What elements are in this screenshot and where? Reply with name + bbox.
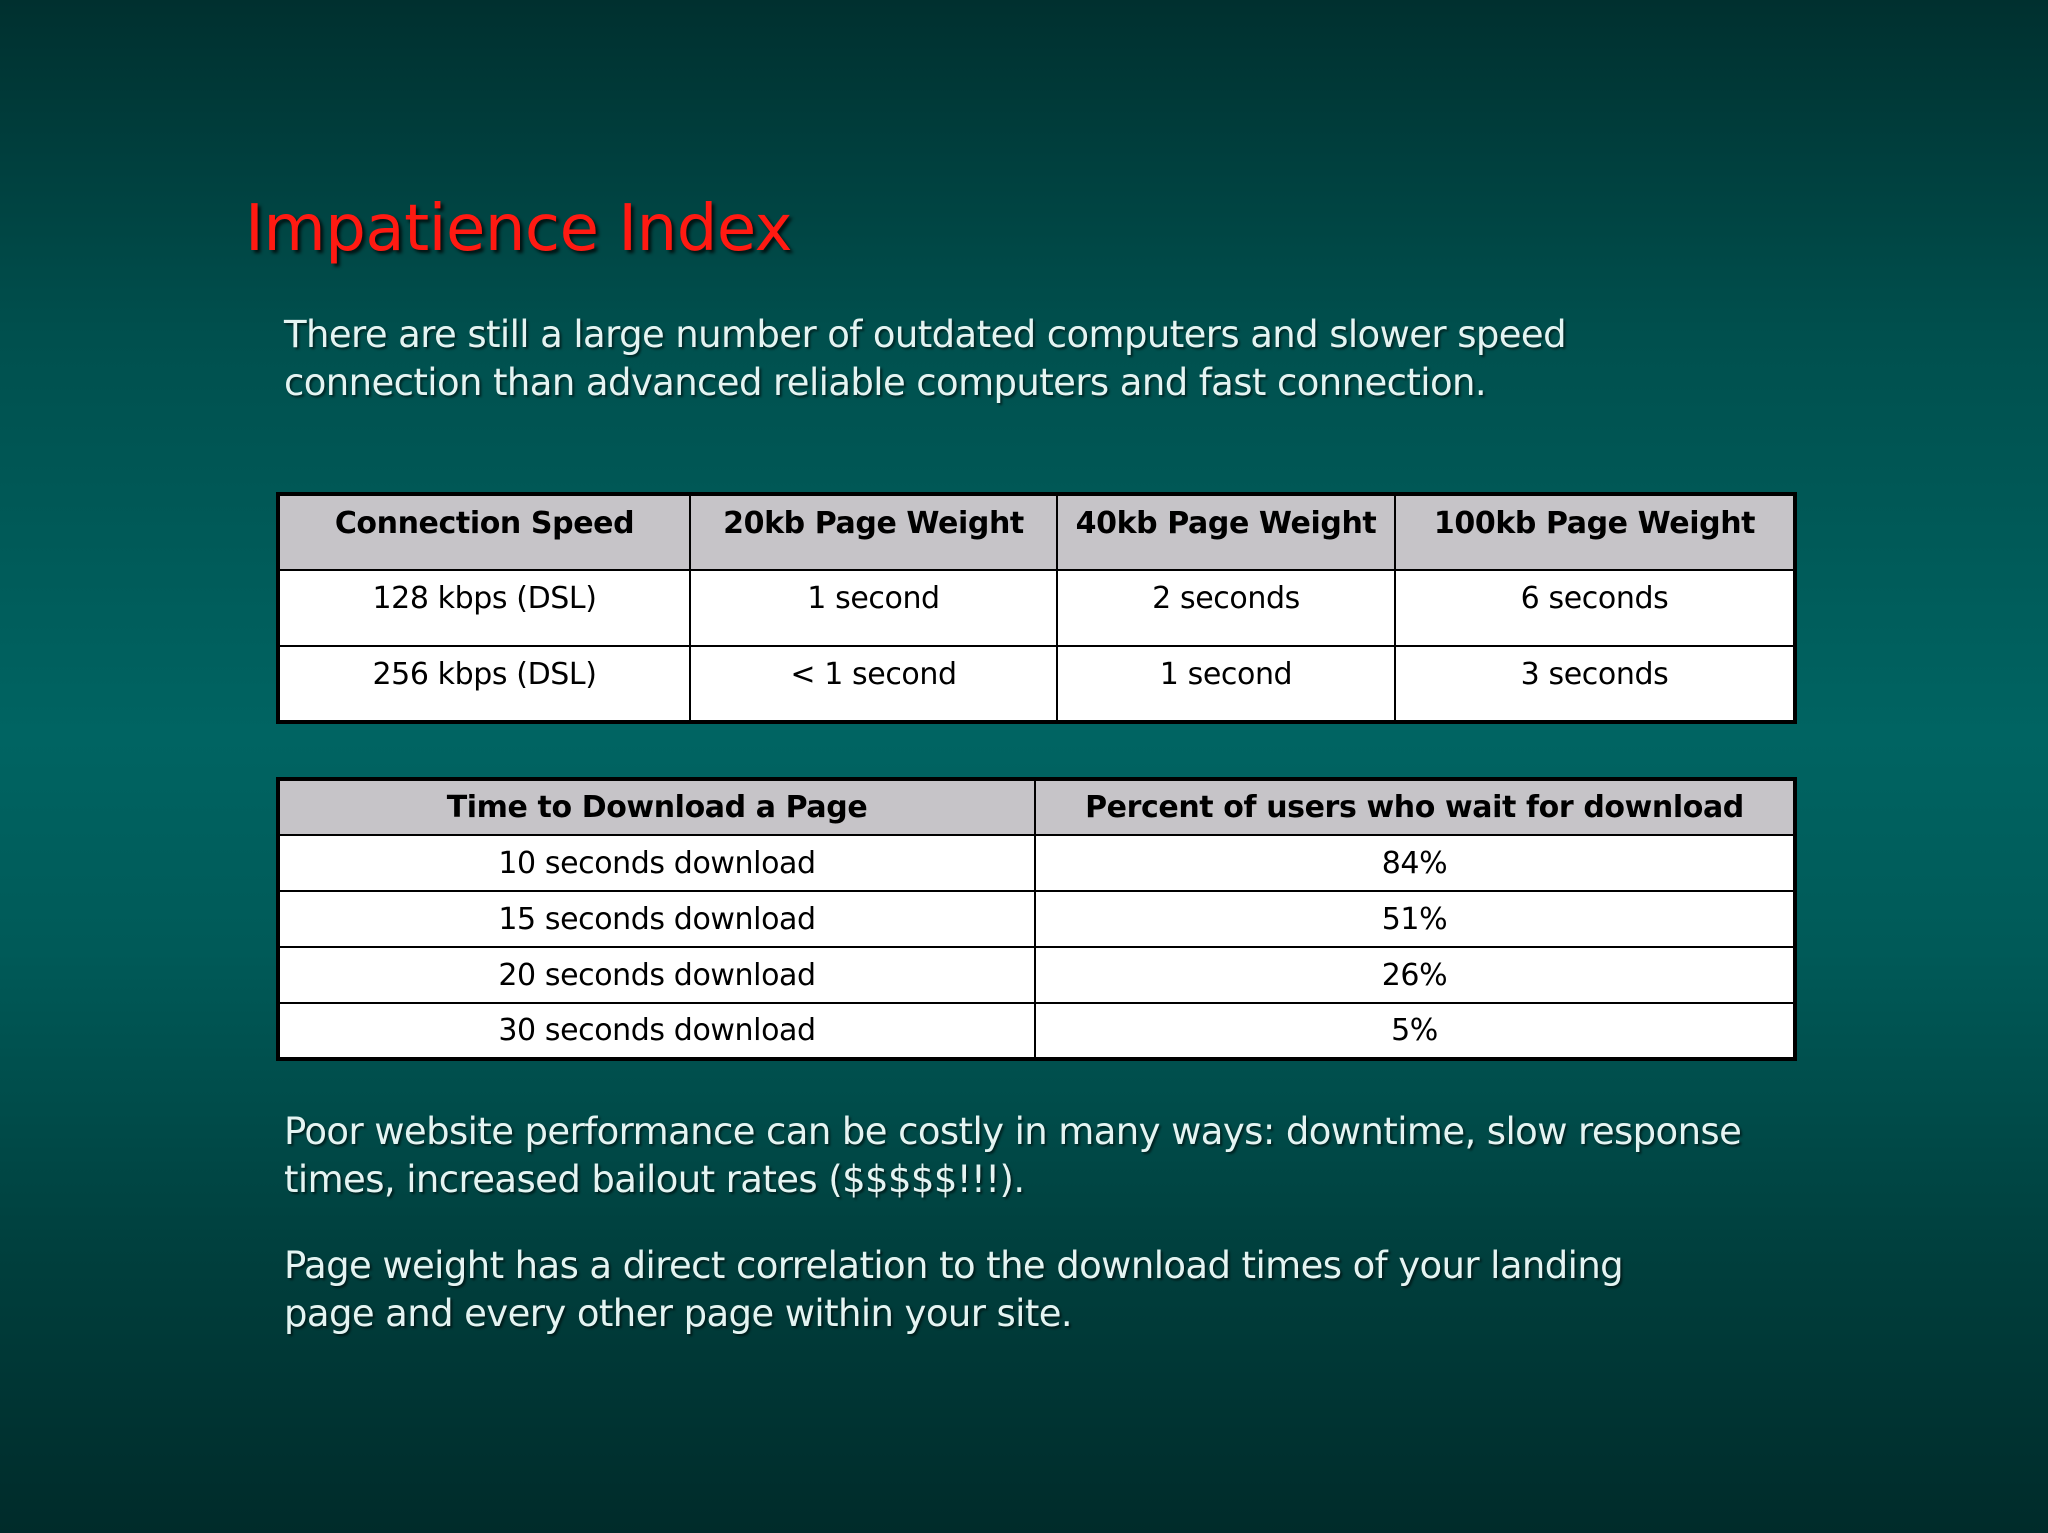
connection-speed-table <box>276 492 1797 724</box>
table-cell: 1 second <box>1057 646 1395 722</box>
page-weight-paragraph <box>284 1242 1623 1338</box>
table-header-row <box>278 779 1795 835</box>
column-header: 20kb Page Weight <box>690 494 1057 570</box>
column-header: 100kb Page Weight <box>1395 494 1795 570</box>
table-cell: 84% <box>1035 835 1795 891</box>
table-cell: < 1 second <box>690 646 1057 722</box>
table-cell: 5% <box>1035 1003 1795 1059</box>
table-cell: 3 seconds <box>1395 646 1795 722</box>
download-wait-table <box>276 777 1797 1061</box>
table-cell: 30 seconds download <box>278 1003 1035 1059</box>
table-cell: 26% <box>1035 947 1795 1003</box>
column-header: Percent of users who wait for download <box>1035 779 1795 835</box>
page-weight-line-1: Page weight has a direct correlation to the download times of your landing <box>284 1244 1624 1287</box>
table-cell: 2 seconds <box>1057 570 1395 646</box>
table-row <box>278 835 1795 891</box>
performance-paragraph <box>284 1108 1741 1204</box>
column-header: Connection Speed <box>278 494 690 570</box>
slide-title: Impatience Index <box>245 192 792 266</box>
table-row <box>278 891 1795 947</box>
table-row <box>278 947 1795 1003</box>
table-row <box>278 570 1795 646</box>
table-cell: 1 second <box>690 570 1057 646</box>
performance-line-2: times, increased bailout rates ($$$$$!!!). <box>284 1158 1025 1201</box>
table-cell: 20 seconds download <box>278 947 1035 1003</box>
table-cell: 128 kbps (DSL) <box>278 570 690 646</box>
table-row <box>278 1003 1795 1059</box>
performance-line-1: Poor website performance can be costly in many ways: downtime, slow response <box>284 1110 1742 1153</box>
intro-line-2: connection than advanced reliable computers and fast connection. <box>284 361 1487 404</box>
table-cell: 256 kbps (DSL) <box>278 646 690 722</box>
table-row <box>278 646 1795 722</box>
table-cell: 51% <box>1035 891 1795 947</box>
table-cell: 10 seconds download <box>278 835 1035 891</box>
intro-paragraph <box>284 311 1566 407</box>
column-header: 40kb Page Weight <box>1057 494 1395 570</box>
table-header-row <box>278 494 1795 570</box>
intro-line-1: There are still a large number of outdated computers and slower speed <box>284 313 1566 356</box>
table-cell: 6 seconds <box>1395 570 1795 646</box>
table-cell: 15 seconds download <box>278 891 1035 947</box>
page-weight-line-2: page and every other page within your site. <box>284 1292 1073 1335</box>
column-header: Time to Download a Page <box>278 779 1035 835</box>
